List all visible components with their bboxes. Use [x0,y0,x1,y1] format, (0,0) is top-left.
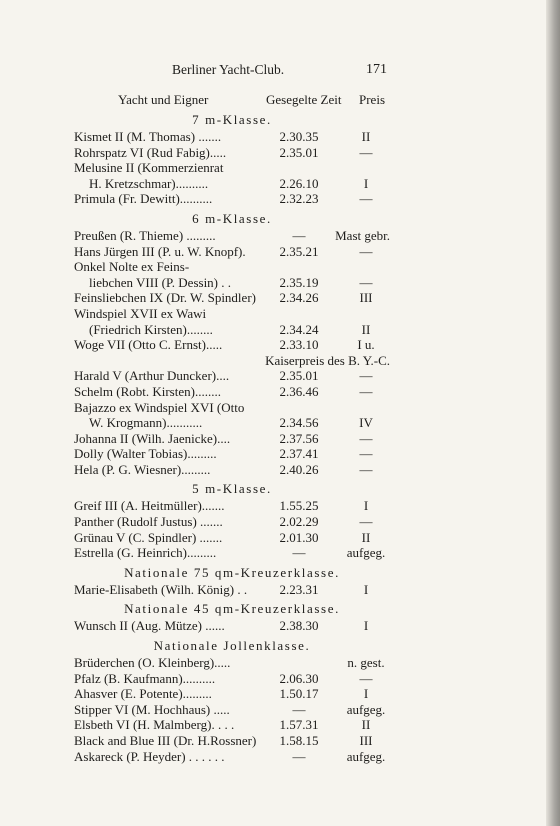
result-row [74,275,390,291]
sailed-time: 2.33.10 [279,337,319,353]
yacht-owner: Preußen (R. Thieme) ......... [74,227,216,243]
sailed-time: 2.32.23 [279,191,319,207]
yacht-owner: Hans Jürgen III (P. u. W. Knopf). [74,243,246,259]
prize: — [359,670,373,686]
prize: — [359,144,373,160]
sailed-time: — [292,701,306,717]
yacht-owner: Greif III (A. Heitmüller)....... [74,498,225,514]
sailed-time: 1.50.17 [279,686,319,702]
yacht-owner: Schelm (Robt. Kirsten)........ [74,383,221,399]
column-headers [74,92,390,110]
result-row [74,702,390,718]
result-row [74,415,390,431]
prize: I [363,498,369,514]
sailed-time: 2.34.26 [279,290,319,306]
prize: aufgeg. [346,545,386,561]
sailed-time: 2.30.35 [279,129,319,144]
sailed-time: 2.40.26 [279,461,319,477]
prize: — [359,368,373,384]
yacht-owner: Primula (Fr. Dewitt).......... [74,191,213,207]
sailed-time: 2.35.21 [279,243,319,259]
prize: I [363,618,369,634]
prize: I [363,175,369,191]
result-row [74,686,390,702]
result-row [74,618,390,634]
result-row [74,462,390,478]
sailed-time: 2.26.10 [279,175,319,191]
yacht-owner: Brüderchen (O. Kleinberg)..... [74,655,231,671]
result-row [74,290,390,306]
yacht-owner: Grünau V (C. Spindler) ....... [74,529,223,545]
sailed-time: 1.57.31 [279,717,319,733]
sailed-time: 2.35.01 [279,368,319,384]
result-row [74,530,390,546]
prize: II [361,129,371,144]
result-row [74,353,390,369]
result-row [74,655,390,671]
sailed-time: 2.01.30 [279,529,319,545]
yacht-owner: Bajazzo ex Windspiel XVI (Otto [74,399,245,415]
result-row [74,337,390,353]
yacht-owner: liebchen VIII (P. Dessin) . . [89,274,232,290]
yacht-owner: Rohrspatz VI (Rud Fabig)..... [74,144,227,160]
sailed-time: 2.38.30 [279,618,319,634]
prize: II [361,321,371,337]
yacht-owner: Melusine II (Kommerzienrat [74,160,224,176]
class-heading: Nationale 75 qm-Kreuzerklasse. [124,564,340,580]
sailed-time: 2.06.30 [279,670,319,686]
yacht-owner: Windspiel XVII ex Wawi [74,305,207,321]
yacht-owner: Feinsliebchen IX (Dr. W. Spindler) [74,290,256,306]
yacht-owner: Kismet II (M. Thomas) ....... [74,129,222,144]
prize: I u. [357,337,375,353]
sailed-time: 1.58.15 [279,733,319,748]
class-heading: 6 m-Klasse. [192,210,272,226]
result-row [74,514,390,530]
yacht-owner: Onkel Nolte ex Feins- [74,259,190,275]
sailed-time: 2.34.24 [279,321,319,337]
yacht-owner: Marie-Elisabeth (Wilh. König) . . [74,581,248,597]
yacht-owner: Black and Blue III (Dr. H.Rossner) [74,733,257,748]
sailed-time: 2.34.56 [279,415,319,431]
sailed-time: — [292,227,306,243]
prize: II [361,529,371,545]
sailed-time: 2.37.56 [279,430,319,446]
sailed-time: 2.36.46 [279,383,319,399]
yacht-owner: Dolly (Walter Tobias)......... [74,446,217,462]
yacht-owner: Ahasver (E. Potente)......... [74,686,212,702]
column-header-time: Gesegelte Zeit [266,92,342,107]
result-row [74,322,390,338]
result-row [74,306,390,322]
yacht-owner: Johanna II (Wilh. Jaenicke).... [74,430,231,446]
class-heading: Nationale Jollenklasse. [153,638,311,654]
result-row [74,446,390,462]
class-heading: 7 m-Klasse. [192,112,272,127]
result-row [74,176,390,192]
yacht-owner: Harald V (Arthur Duncker).... [74,368,230,384]
result-row [74,582,390,598]
sailed-time: 1.55.25 [279,498,319,514]
result-row [74,749,390,765]
result-row [74,545,390,561]
prize: Mast gebr. [335,227,390,243]
prize: I [363,686,369,702]
result-row [74,384,390,400]
sailed-time: 2.35.19 [279,274,319,290]
yacht-owner: H. Kretzschmar).......... [89,175,209,191]
prize: III [359,733,373,748]
yacht-owner: Hela (P. G. Wiesner)......... [74,461,211,477]
prize: — [359,274,373,290]
result-row [74,368,390,384]
prize: — [359,430,373,446]
prize: aufgeg. [346,748,386,764]
prize: — [359,446,373,462]
prize: n. gest. [347,655,385,671]
column-header-yacht: Yacht und Eigner [118,92,209,107]
prize: III [359,290,373,306]
yacht-owner: Elsbeth VI (H. Malmberg). . . . [74,717,235,733]
result-row [74,160,390,176]
result-row [74,717,390,733]
yacht-owner: W. Krogmann)........... [89,415,203,431]
sailed-time: — [292,748,306,764]
yacht-owner: Askareck (P. Heyder) . . . . . . [74,748,225,764]
prize: aufgeg. [346,701,386,717]
yacht-owner: Wunsch II (Aug. Mütze) ...... [74,618,225,634]
prize-note: Kaiserpreis des B. Y.-C. [265,352,390,368]
results-table [74,110,390,764]
column-header-prize: Preis [359,92,385,107]
yacht-owner: (Friedrich Kirsten)........ [89,321,213,337]
page-number: 171 [366,62,387,77]
result-row [74,431,390,447]
prize: — [359,383,373,399]
page-edge-shadow [546,0,560,826]
prize: IV [359,415,373,431]
prize: — [359,514,373,530]
result-row [74,400,390,416]
result-row [74,228,390,244]
result-row [74,145,390,161]
header-title: Berliner Yacht-Club. [172,62,285,77]
yacht-owner: Pfalz (B. Kaufmann).......... [74,670,216,686]
sailed-time: — [292,545,306,561]
prize: — [359,243,373,259]
yacht-owner: Estrella (G. Heinrich)......... [74,545,217,561]
prize: I [363,581,369,597]
class-heading: 5 m-Klasse. [192,481,272,497]
sailed-time: 2.35.01 [279,144,319,160]
sailed-time: 2.02.29 [279,514,319,530]
sailed-time: 2.37.41 [279,446,319,462]
result-row [74,244,390,260]
prize: — [359,191,373,207]
result-row [74,671,390,687]
sailed-time: 2.23.31 [279,581,319,597]
yacht-owner: Woge VII (Otto C. Ernst)..... [74,337,223,353]
result-row [74,733,390,749]
result-row [74,498,390,514]
yacht-owner: Stipper VI (M. Hochhaus) ..... [74,701,230,717]
prize: II [361,717,371,733]
result-row [74,259,390,275]
class-heading: Nationale 45 qm-Kreuzerklasse. [124,601,340,617]
result-row [74,191,390,207]
result-row [74,129,390,145]
yacht-owner: Panther (Rudolf Justus) ....... [74,514,223,530]
prize: — [359,461,373,477]
